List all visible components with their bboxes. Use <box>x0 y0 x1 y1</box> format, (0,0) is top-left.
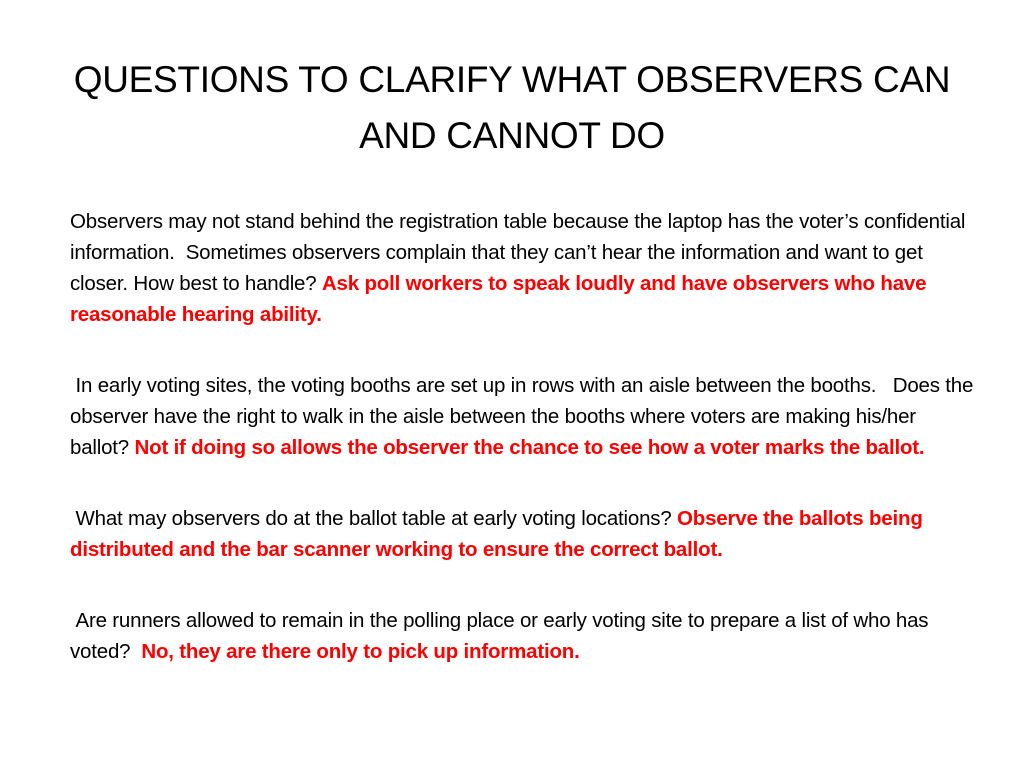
slide-title: QUESTIONS TO CLARIFY WHAT OBSERVERS CAN AND CANNOT DO <box>73 59 951 156</box>
question-1: Observers may not stand behind the registration table because the laptop has the voter’s confidential information. Sometimes observers complain that they can’t hear the information and want to get closer. How best to handle? <box>70 210 971 295</box>
answer-2: Not if doing so allows the observer the chance to see how a voter marks the ballot. <box>134 436 925 459</box>
answer-3: Observe the ballots being distributed and the bar scanner working to ensure the correct ballot. <box>70 507 929 561</box>
qa-item-4 <box>70 605 975 667</box>
qa-item-2 <box>70 370 979 463</box>
question-2: In early voting sites, the voting booths are set up in rows with an aisle between the booths. Does the observer have the right to walk in the aisle between the booths where voters are making his/her ballot? <box>70 374 979 459</box>
question-3: What may observers do at the ballot table at early voting locations? <box>70 507 678 530</box>
answer-1: Ask poll workers to speak loudly and have observers who have reasonable hearing ability. <box>70 272 932 326</box>
qa-item-3 <box>70 503 975 565</box>
question-4: Are runners allowed to remain in the polling place or early voting site to prepare a list of who has voted? <box>70 609 934 663</box>
slide-body <box>70 206 979 707</box>
answer-4: No, they are there only to pick up information. <box>141 640 580 663</box>
qa-item-1 <box>70 206 975 330</box>
